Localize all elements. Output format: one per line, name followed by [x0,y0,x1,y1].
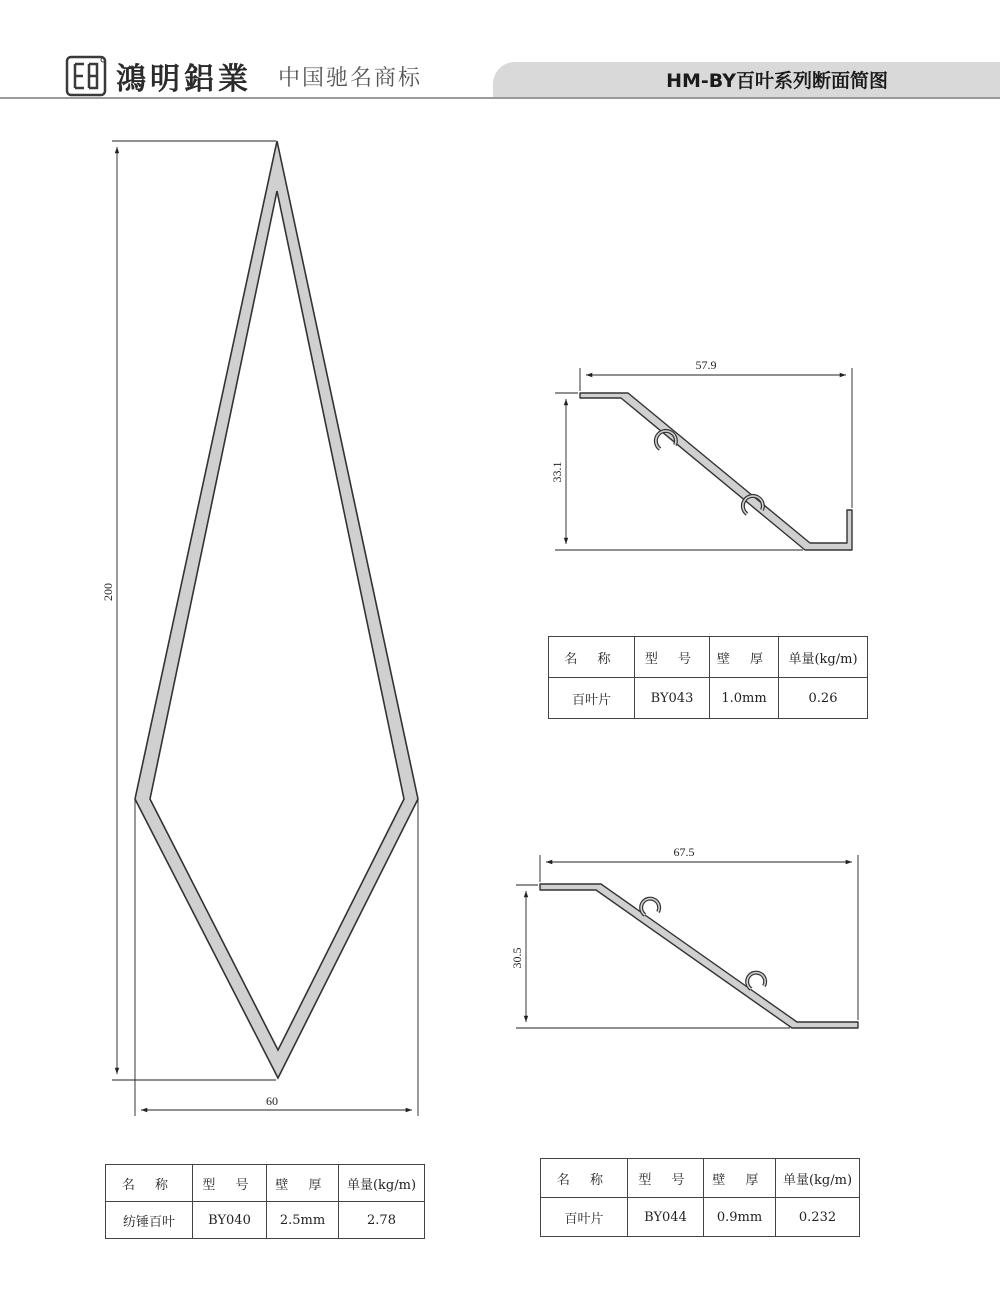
by043-blade-profile [580,393,852,550]
col-header-thickness: 壁 厚 [710,637,779,678]
by043-width-label: 57.9 [695,358,717,372]
cell-name: 纺锤百叶 [106,1202,193,1239]
cell-thickness: 1.0mm [710,678,779,719]
cell-thickness: 2.5mm [267,1202,339,1239]
col-header-weight: 单量(kg/m) [339,1165,425,1202]
profile-by043 [550,358,852,550]
spec-table-by040 [105,1164,425,1239]
col-header-weight: 单量(kg/m) [779,637,868,678]
by044-width-label: 67.5 [673,845,695,859]
col-header-weight: 单量(kg/m) [776,1159,860,1198]
col-header-name: 名 称 [541,1159,628,1198]
by044-blade-profile [540,884,858,1028]
profile-by044 [510,845,858,1028]
table-row [549,678,868,719]
cell-name: 百叶片 [549,678,635,719]
cell-weight: 2.78 [339,1202,425,1239]
col-header-thickness: 壁 厚 [267,1165,339,1202]
col-header-name: 名 称 [549,637,635,678]
brand-slogan: 中国驰名商标 [278,65,423,91]
series-title: HM-BY百叶系列断面简图 [666,70,888,92]
cell-model: BY044 [628,1198,704,1237]
col-header-model: 型 号 [628,1159,704,1198]
cell-model: BY040 [193,1202,267,1239]
col-header-model: 型 号 [635,637,710,678]
by040-spindle-profile [135,141,418,1078]
cell-model: BY043 [635,678,710,719]
by040-height-label: 200 [101,583,115,601]
by043-height-label: 33.1 [550,461,564,483]
by044-clip-rings [641,899,765,989]
col-header-thickness: 壁 厚 [704,1159,776,1198]
cell-weight: 0.26 [779,678,868,719]
brand-name: 鴻明鋁業 [116,62,252,97]
cell-name: 百叶片 [541,1198,628,1237]
cell-weight: 0.232 [776,1198,860,1237]
table-row [541,1198,860,1237]
by044-height-label: 30.5 [510,947,524,969]
col-header-name: 名 称 [106,1165,193,1202]
spec-table-by044 [540,1158,860,1237]
cell-thickness: 0.9mm [704,1198,776,1237]
by044-dimension-lines [516,855,858,1028]
spec-table-by043 [548,636,868,719]
table-row [106,1202,425,1239]
profile-by040 [101,141,418,1116]
col-header-model: 型 号 [193,1165,267,1202]
by040-width-label: 60 [266,1094,278,1108]
